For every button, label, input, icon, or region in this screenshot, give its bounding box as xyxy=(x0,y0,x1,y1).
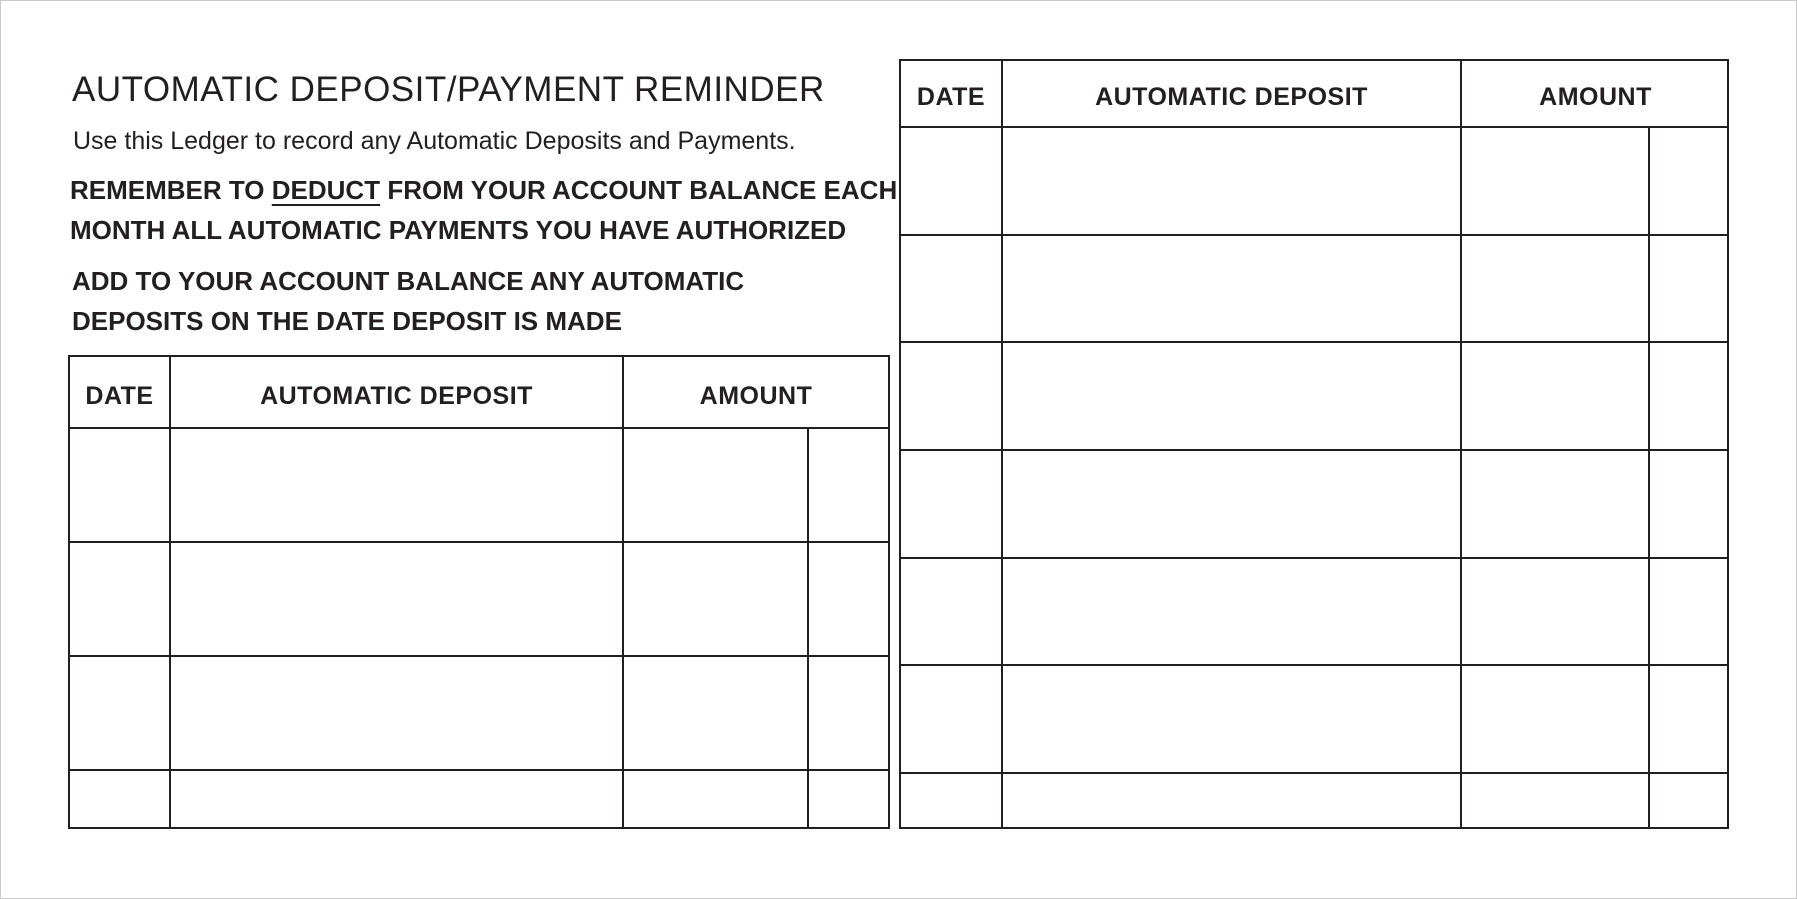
column-header-automatic-deposit: AUTOMATIC DEPOSIT xyxy=(1002,61,1461,127)
ledger-row xyxy=(70,656,888,770)
deposit-description-cell[interactable] xyxy=(1002,235,1461,343)
ledger-row xyxy=(901,665,1729,773)
amount-cents-cell[interactable] xyxy=(1649,665,1729,773)
amount-cents-cell[interactable] xyxy=(1649,235,1729,343)
ledger-table-left xyxy=(68,355,890,829)
ledger-row xyxy=(901,558,1729,666)
page-subtitle: Use this Ledger to record any Automatic Deposits and Payments. xyxy=(73,127,796,155)
amount-dollars-cell[interactable] xyxy=(1461,773,1649,827)
column-header-date: DATE xyxy=(901,61,1002,127)
amount-dollars-cell[interactable] xyxy=(623,428,808,542)
ledger-row xyxy=(901,773,1729,827)
column-header-date: DATE xyxy=(70,357,170,428)
amount-cents-cell[interactable] xyxy=(1649,558,1729,666)
deposit-description-cell[interactable] xyxy=(170,770,623,827)
ledger-row xyxy=(901,450,1729,558)
amount-dollars-cell[interactable] xyxy=(1461,450,1649,558)
amount-cents-cell[interactable] xyxy=(1649,342,1729,450)
deposit-description-cell[interactable] xyxy=(1002,558,1461,666)
amount-cents-cell[interactable] xyxy=(808,770,888,827)
amount-dollars-cell[interactable] xyxy=(1461,127,1649,235)
amount-dollars-cell[interactable] xyxy=(623,542,808,656)
date-cell[interactable] xyxy=(901,235,1002,343)
column-header-amount: AMOUNT xyxy=(623,357,888,428)
date-cell[interactable] xyxy=(901,342,1002,450)
ledger-header-row xyxy=(70,357,888,428)
column-header-amount: AMOUNT xyxy=(1461,61,1729,127)
date-cell[interactable] xyxy=(901,773,1002,827)
deduct-reminder-line-2: MONTH ALL AUTOMATIC PAYMENTS YOU HAVE AUTHORIZED xyxy=(70,215,847,245)
deposit-description-cell[interactable] xyxy=(1002,127,1461,235)
ledger-row xyxy=(70,770,888,827)
column-header-automatic-deposit: AUTOMATIC DEPOSIT xyxy=(170,357,623,428)
deduct-reminder-line-1: REMEMBER TO DEDUCT FROM YOUR ACCOUNT BALANCE EACH xyxy=(70,175,898,205)
deposit-description-cell[interactable] xyxy=(170,428,623,542)
deposit-description-cell[interactable] xyxy=(1002,450,1461,558)
amount-dollars-cell[interactable] xyxy=(623,656,808,770)
amount-cents-cell[interactable] xyxy=(808,656,888,770)
date-cell[interactable] xyxy=(70,542,170,656)
amount-dollars-cell[interactable] xyxy=(623,770,808,827)
date-cell[interactable] xyxy=(901,665,1002,773)
deposit-description-cell[interactable] xyxy=(170,542,623,656)
ledger-row xyxy=(901,127,1729,235)
amount-cents-cell[interactable] xyxy=(808,542,888,656)
deposit-description-cell[interactable] xyxy=(1002,773,1461,827)
ledger-table-right xyxy=(899,59,1729,829)
deduct-reminder xyxy=(70,170,897,250)
ledger-header-row xyxy=(901,61,1729,127)
date-cell[interactable] xyxy=(901,558,1002,666)
deposit-description-cell[interactable] xyxy=(1002,665,1461,773)
add-reminder xyxy=(72,261,744,341)
amount-cents-cell[interactable] xyxy=(1649,450,1729,558)
page-title: AUTOMATIC DEPOSIT/PAYMENT REMINDER xyxy=(72,70,825,109)
ledger-row xyxy=(70,428,888,542)
add-reminder-line-2: DEPOSITS ON THE DATE DEPOSIT IS MADE xyxy=(72,306,622,336)
amount-cents-cell[interactable] xyxy=(1649,773,1729,827)
amount-cents-cell[interactable] xyxy=(1649,127,1729,235)
amount-dollars-cell[interactable] xyxy=(1461,235,1649,343)
amount-dollars-cell[interactable] xyxy=(1461,665,1649,773)
date-cell[interactable] xyxy=(70,770,170,827)
date-cell[interactable] xyxy=(901,450,1002,558)
ledger-row xyxy=(901,235,1729,343)
amount-cents-cell[interactable] xyxy=(808,428,888,542)
date-cell[interactable] xyxy=(901,127,1002,235)
deduct-emphasis: DEDUCT xyxy=(271,175,381,205)
ledger-row xyxy=(70,542,888,656)
deposit-description-cell[interactable] xyxy=(1002,342,1461,450)
date-cell[interactable] xyxy=(70,428,170,542)
deposit-description-cell[interactable] xyxy=(170,656,623,770)
amount-dollars-cell[interactable] xyxy=(1461,558,1649,666)
ledger-row xyxy=(901,342,1729,450)
amount-dollars-cell[interactable] xyxy=(1461,342,1649,450)
add-reminder-line-1: ADD TO YOUR ACCOUNT BALANCE ANY AUTOMATIC xyxy=(72,266,745,296)
date-cell[interactable] xyxy=(70,656,170,770)
